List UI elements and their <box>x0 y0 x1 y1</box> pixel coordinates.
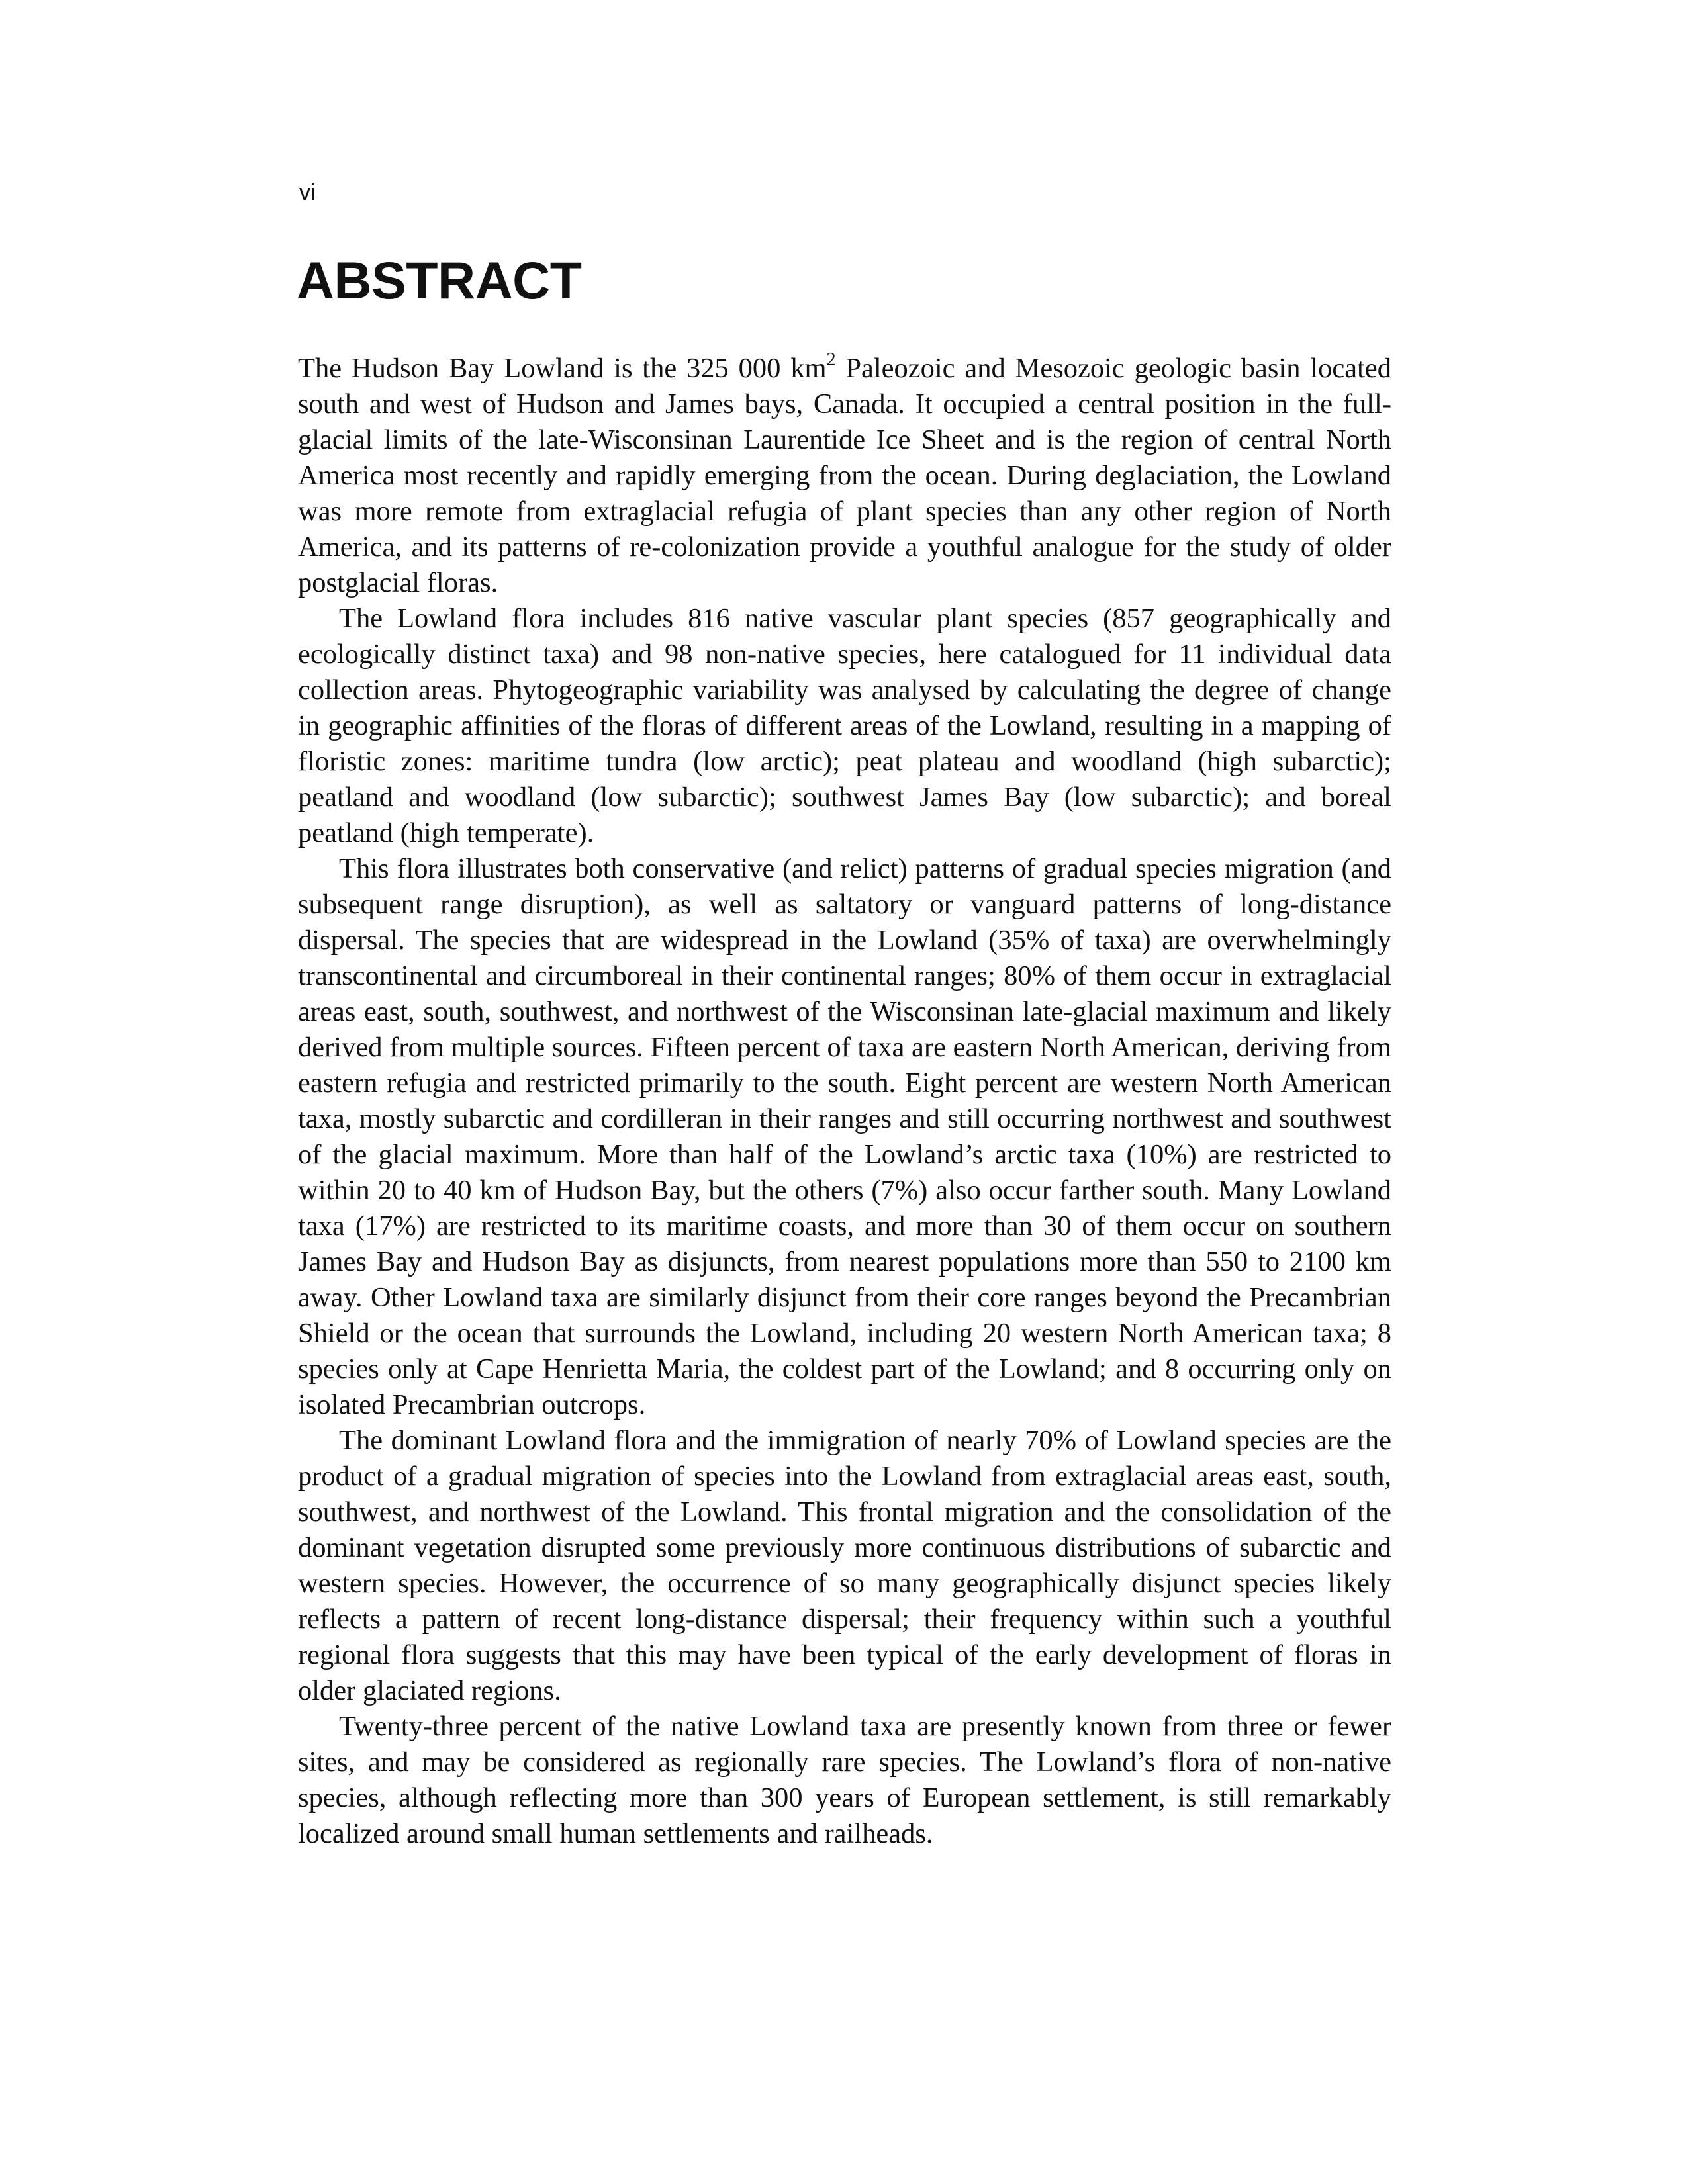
page-title: ABSTRACT <box>297 251 582 310</box>
abstract-paragraph-1 <box>298 351 1391 601</box>
abstract-paragraph-5: Twenty-three percent of the native Lowland taxa are presently known from three or fewer sites, and may be considered as regionally rare species. The Lowland’s flora of non-native species, although reflecting more than 300 years of European settlement, is still remarkably localized around small human settlements and railheads. <box>298 1711 1391 1849</box>
abstract-paragraph-4: The dominant Lowland flora and the immigration of nearly 70% of Lowland species are the product of a gradual migration of species into the Lowland from extraglacial areas east, south, southwest, and northwest of the Lowland. This frontal migration and the consolidation of the dominant vegetation disrupted some previously more continuous distributions of subarctic and western species. However, the occurrence of so many geographically disjunct species likely reflects a pattern of recent long-distance dispersal; their frequency within such a youthful regional flora suggests that this may have been typical of the early development of floras in older glaciated regions. <box>298 1425 1391 1706</box>
abstract-paragraph-2: The Lowland flora includes 816 native vascular plant species (857 geographically and ecologically distinct taxa) and 98 non-native species, here catalogued for 11 individual data collection areas. Phytogeographic variability was analysed by calculating the degree of change in geographic affinities of the floras of different areas of the Lowland, resulting in a mapping of floristic zones: maritime tundra (low arctic); peat plateau and woodland (high subarctic); peatland and woodland (low subarctic); southwest James Bay (low subarctic); and boreal peatland (high temperate). <box>298 603 1391 848</box>
abstract-paragraph-3: This flora illustrates both conservative (and relict) patterns of gradual species migration (and subsequent range disruption), as well as saltatory or vanguard patterns of long-distance dispersal. The species that are widespread in the Lowland (35% of taxa) are overwhelmingly transcontinental and circumboreal in their continental ranges; 80% of them occur in extraglacial areas east, south, southwest, and northwest of the Wisconsinan late-glacial maximum and likely derived from multiple sources. Fifteen percent of taxa are eastern North American, deriving from eastern refugia and restricted primarily to the south. Eight percent are western North American taxa, mostly subarctic and cordilleran in their ranges and still occurring northwest and southwest of the glacial maximum. More than half of the Lowland’s arctic taxa (10%) are restricted to within 20 to 40 km of Hudson Bay, but the others (7%) also occur farther south. Many Lowland taxa (17%) are restricted to its maritime coasts, and more than 30 of them occur on southern James Bay and Hudson Bay as disjuncts, from nearest populations more than 550 to 2100 km away. Other Lowland taxa are similarly disjunct from their core ranges beyond the Precambrian Shield or the ocean that surrounds the Lowland, including 20 western North American taxa; 8 species only at Cape Henrietta Maria, the coldest part of the Lowland; and 8 occurring only on isolated Precambrian outcrops. <box>298 853 1391 1420</box>
page-number: vi <box>299 180 316 205</box>
superscript-2: 2 <box>826 349 836 370</box>
abstract-body <box>298 351 1391 1852</box>
paragraph-1-rest: Paleozoic and Mesozoic geologic basin located south and west of Hudson and James bays, Canada. It occupied a central position in the full-glacial limits of the late-Wisconsinan Laurentide Ice Sheet and is the region of central North America most recently and rapidly emerging from the ocean. During deglaciation, the Lowland was more remote from extraglacial refugia of plant species than any other region of North America, and its patterns of re-colonization provide a youthful analogue for the study of older postglacial floras. <box>298 353 1391 598</box>
paragraph-1-lead: The Hudson Bay Lowland is the 325 000 km <box>298 353 827 384</box>
